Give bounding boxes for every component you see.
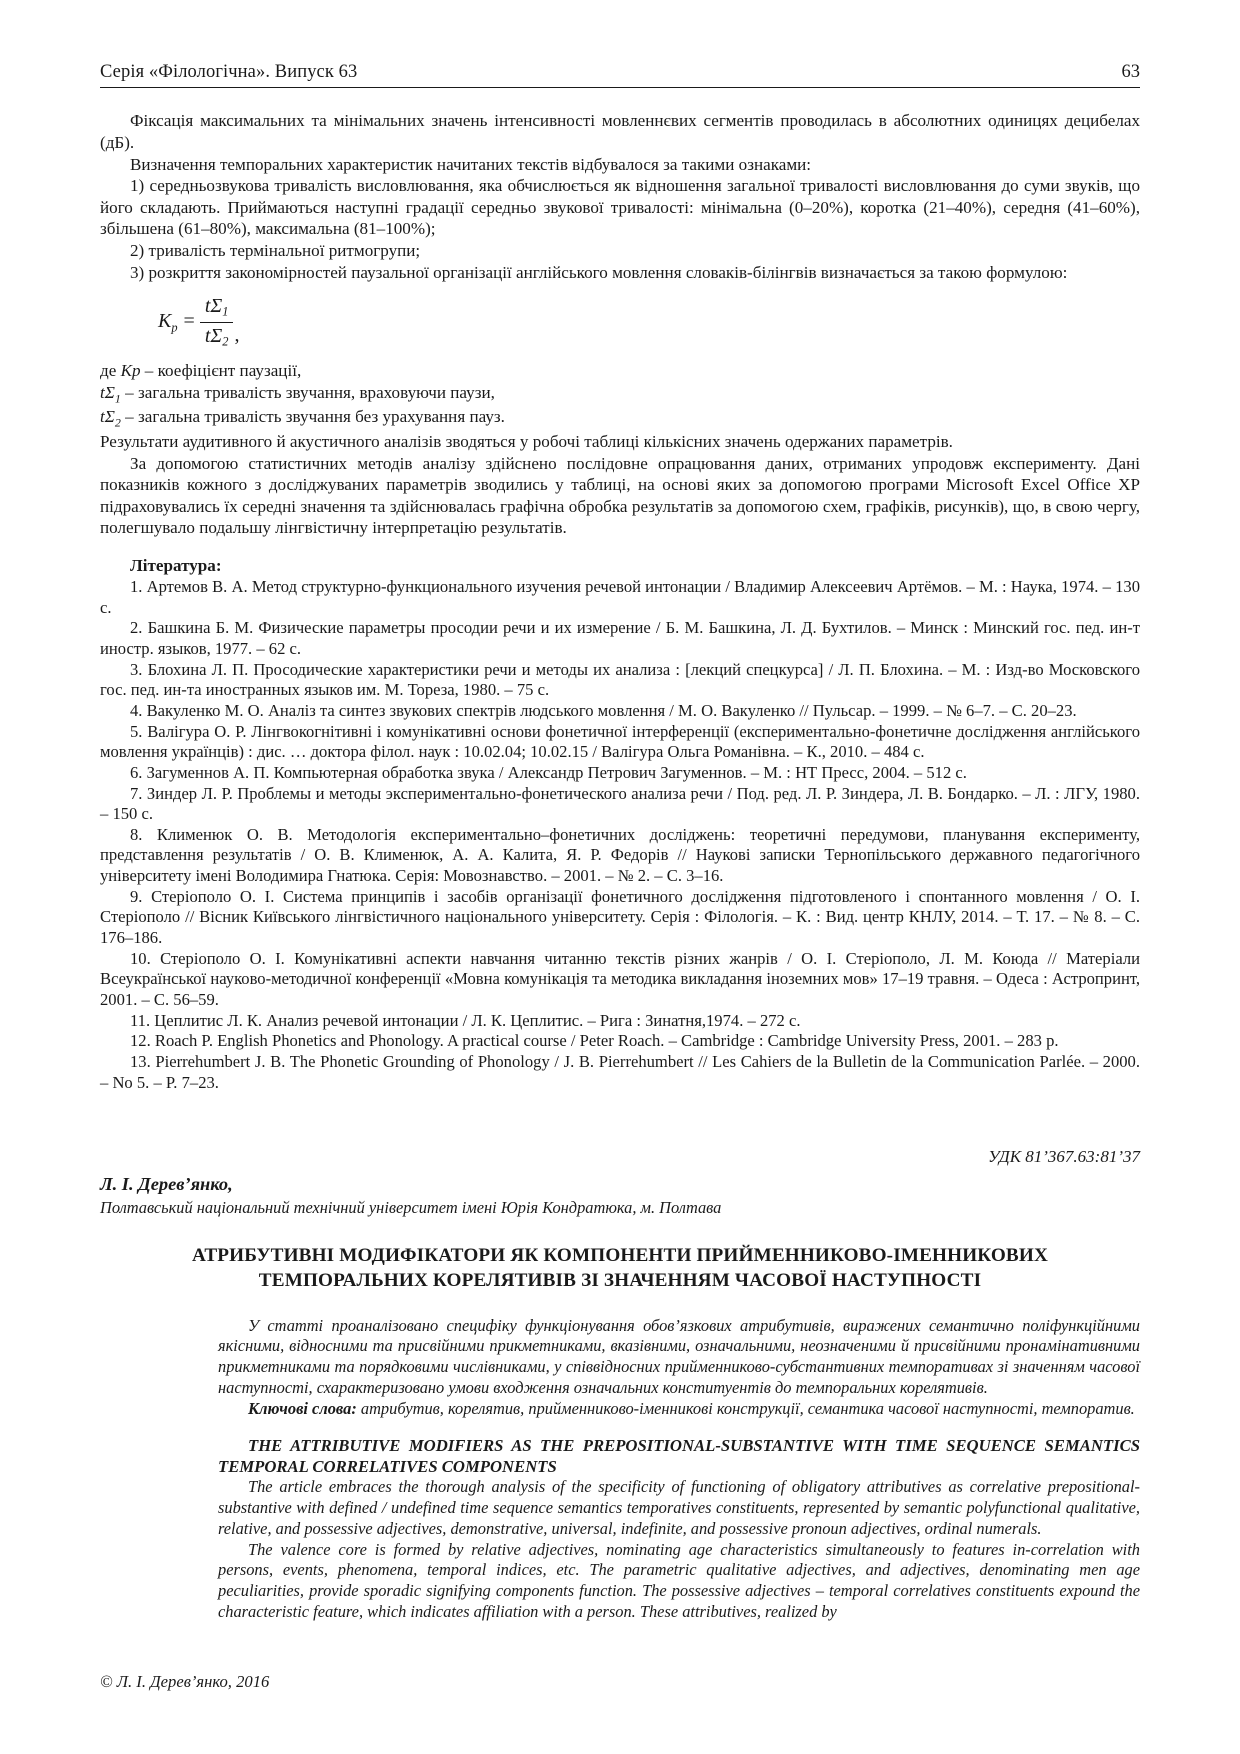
- article-one-body: [100, 110, 1140, 539]
- legend-symbol: $t\Sigma_1$: [100, 382, 121, 406]
- article-title-english: THE ATTRIBUTIVE MODIFIERS AS THE PREPOSITIONAL-SUBSTANTIVE WITH TIME SEQUENCE SEMANTICS TEMPORAL CORRELATIVES COMPONENTS: [218, 1435, 1140, 1476]
- pause-coefficient-formula: [158, 294, 239, 350]
- paragraph: 3) розкриття закономірностей паузальної організації англійського мовлення словаків-білінгвів визначається за такою формулою:: [130, 262, 1068, 282]
- formula-lhs: $K_p$: [158, 309, 178, 334]
- literature-heading: Література:: [130, 555, 222, 575]
- keywords-ukrainian: [218, 1399, 1140, 1420]
- author-name: Л. І. Дерев’янко,: [100, 1174, 233, 1195]
- formula-legend: [100, 360, 1140, 431]
- legend-prefix: де: [100, 361, 121, 381]
- formula-numerator: $t\Sigma_1$: [200, 294, 234, 322]
- legend-line-t-sigma-2: [100, 406, 1140, 431]
- legend-description: – коефіцієнт паузації,: [140, 361, 302, 381]
- formula-block: [100, 294, 1140, 350]
- reference-item: 12. Roach P. English Phonetics and Phonology. A practical course / Peter Roach. – Cambridge : Cambridge University Press, 2001. – 283 p.: [130, 1031, 1059, 1051]
- abstract-english-paragraph-2: The valence core is formed by relative adjectives, nominating age characteristics simultaneously to features in-correlation with persons, events, phenomena, temporal indices, etc. The parametric qualitative adjectives, and adjectives, denominating men age peculiarities, provide sporadic signifying components function. The possessive adjectives – temporal correlatives constituents expound the characteristic feature, which indicates affiliation with a person. These attributives, realized by: [218, 1539, 1140, 1622]
- legend-description: – загальна тривалість звучання, враховуючи паузи,: [120, 382, 495, 402]
- reference-item: 10. Стеріополо О. І. Комунікативні аспекти навчання читанню текстів різних жанрів / О. І. Стеріополо, Л. М. Коюда // Матеріали Всеукраїнської науково-методичної конференції «Мовна комунікація та методика викладання іноземних мов» 17–19 травня. – Одеса : Астропринт, 2001. – С. 56–59.: [100, 948, 1140, 1010]
- reference-item: 9. Стеріополо О. І. Система принципів і засобів організації фонетичного дослідження підготовленого і спонтанного мовлення / О. І. Стеріополо // Вісник Київського лінгвістичного національного університету. Серія : Філологія. – К. : Вид. центр КНЛУ, 2014. – Т. 17. – № 8. – С. 176–186.: [100, 886, 1140, 948]
- copyright-notice: © Л. І. Дерев’янко, 2016: [100, 1672, 270, 1691]
- formula-trailing-comma: ,: [234, 323, 240, 346]
- paragraph: За допомогою статистичних методів аналізу здійснено послідовне опрацювання даних, отриманих упродовж експерименту. Дані показників кожного з досліджуваних параметрів зводились у таблиці, на основі яких за допомогою програми Microsoft Excel Office XP підраховувались їх середні значення та здійснювалась графічна обробка результатів за допомогою схем, графіків, рисунків), що, в свою чергу, полегшувало подальшу лінгвістичну інтерпретацію результатів.: [100, 453, 1140, 538]
- reference-list: [100, 577, 1140, 1093]
- page-number: 63: [1121, 62, 1140, 82]
- reference-item: 8. Клименюк О. В. Методологія експериментально–фонетичних досліджень: теоретичні передумови, планування експерименту, представлення результатів / О. В. Клименюк, А. А. Калита, Я. Р. Федорів // Наукові записки Тернопільського державного педагогічного університету імені Володимира Гнатюка. Серія: Мовознавство. – 2001. – № 2. – С. 3–16.: [100, 824, 1140, 886]
- reference-item: 5. Валігура О. Р. Лінгвокогнітивні і комунікативні основи фонетичної інтерференції (експериментально-фонетичне дослідження англійського мовлення українців) : дис. … доктора філол. наук : 10.02.04; 10.02.15 / Валігура Ольга Романівна. – К., 2010. – 484 с.: [100, 721, 1140, 762]
- reference-item: 2. Башкина Б. М. Физические параметры просодии речи и их измерение / Б. М. Башкина, Л. Д. Бухтилов. – Минск : Минский гос. пед. ин-т иностр. языков, 1977. – 62 с.: [100, 618, 1140, 658]
- reference-item: 4. Вакуленко М. О. Аналіз та синтез звукових спектрів людського мовлення / М. О. Вакуленко // Пульсар. – 1999. – № 6–7. – С. 20–23.: [130, 700, 1077, 720]
- reference-item: 13. Pierrehumbert J. B. The Phonetic Grounding of Phonology / J. B. Pierrehumbert // Les Cahiers de la Bulletin de la Communication Parlée. – 2000. – No 5. – P. 7–23.: [100, 1052, 1140, 1092]
- formula-fraction: [200, 294, 234, 350]
- article-title: АТРИБУТИВНІ МОДИФІКАТОРИ ЯК КОМПОНЕНТИ ПРИЙМЕННИКОВО-ІМЕННИКОВИХ ТЕМПОРАЛЬНИХ КОРЕЛЯТИВІВ ЗІ ЗНАЧЕННЯМ ЧАСОВОЇ НАСТУПНОСТІ: [192, 1245, 1048, 1291]
- paragraph: 1) середньозвукова тривалість висловлювання, яка обчислюється як відношення загальної тривалості висловлювання до суми звуків, що його складають. Приймаються наступні градації середньо звукової тривалості: мінімальна (0–20%), коротка (21–40%), середня (41–60%), збільшена (61–80%), максимальна (81–100%);: [100, 176, 1140, 239]
- author-affiliation: Полтавський національний технічний університет імені Юрія Кондратюка, м. Полтава: [100, 1198, 722, 1218]
- keywords-values: атрибутив, корелятив, прийменниково-іменникові конструкції, семантика часової наступності, темпоратив.: [356, 1398, 1135, 1418]
- legend-symbol: $t\Sigma_2$: [100, 407, 121, 430]
- paragraph: Результати аудитивного й акустичного аналізів зводяться у робочі таблиці кількісних значень одержаних параметрів.: [100, 431, 953, 451]
- legend-description: – загальна тривалість звучання без урахування пауз.: [120, 407, 505, 427]
- keywords-label: Ключові слова:: [248, 1398, 357, 1418]
- abstract-ukrainian: У статті проаналізовано специфіку функціонування обов’язкових атрибутивів, виражених семантично поліфункційними якісними, відносними та присвійними прикметниками, вказівними, означальними, неозначеними й присвійними пронамінативними прикметниками та порядковими числівниками, у співвідносних прийменниково-субстантивних темпоративах зі значенням часової наступності, схарактеризовано умови входження означальних конституентів до темпоральних корелятивів.: [218, 1315, 1140, 1397]
- abstract-english-paragraph-1: The article embraces the thorough analysis of the specificity of functioning of obligatory attributives as correlative prepositional-substantive with defined / undefined time sequence semantics temporatives constituents, represented by semantic polyfunctional qualitative, relative, and possessive adjectives, demonstrative, universal, indefinite, and possessive pronoun adjectives, ordinal numerals.: [218, 1477, 1140, 1538]
- reference-item: 3. Блохина Л. П. Просодические характеристики речи и методы их анализа : [лекций спецкурса] / Л. П. Блохина. – М. : Изд-во Московского гос. пед. ин-та иностранных языков им. М. Тореза, 1980. – 75 с.: [100, 659, 1140, 700]
- formula-equals-sign: =: [183, 310, 195, 333]
- reference-item: 1. Артемов В. А. Метод структурно-функционального изучения речевой интонации / Владимир Алексеевич Артёмов. – М. : Наука, 1974. – 130 с.: [100, 576, 1140, 617]
- reference-item: 11. Цеплитис Л. К. Анализ речевой интонации / Л. К. Цеплитис. – Рига : Зинатня,1974. – 272 с.: [130, 1010, 801, 1030]
- legend-symbol: Kp: [120, 361, 141, 381]
- formula-denominator: $t\Sigma_2$: [204, 324, 229, 349]
- udc-code: УДК 81’367.63:81’37: [988, 1147, 1140, 1167]
- paragraph: 2) тривалість термінальної ритмогрупи;: [130, 241, 421, 260]
- journal-series-title: Серія «Філологічна». Випуск 63: [100, 62, 358, 82]
- reference-item: 7. Зиндер Л. Р. Проблемы и методы экспериментально-фонетического анализа речи / Под. ред. Л. Р. Зиндера, Л. В. Бондарко. – Л. : ЛГУ, 1980. – 150 с.: [100, 783, 1140, 824]
- legend-line-kp: [100, 360, 1140, 382]
- abstract-block: [218, 1316, 1140, 1623]
- legend-line-t-sigma-1: [100, 382, 1140, 407]
- paragraph: Фіксація максимальних та мінімальних значень інтенсивності мовленнєвих сегментів проводилась в абсолютних одиницях децибелах (дБ).: [100, 111, 1140, 152]
- paragraph: Визначення темпоральних характеристик начитаних текстів відбувалося за такими ознаками:: [130, 154, 812, 174]
- running-head: [100, 62, 1140, 88]
- reference-item: 6. Загуменнов А. П. Компьютерная обработка звука / Александр Петрович Загуменнов. – М. : НТ Пресс, 2004. – 512 с.: [130, 762, 967, 782]
